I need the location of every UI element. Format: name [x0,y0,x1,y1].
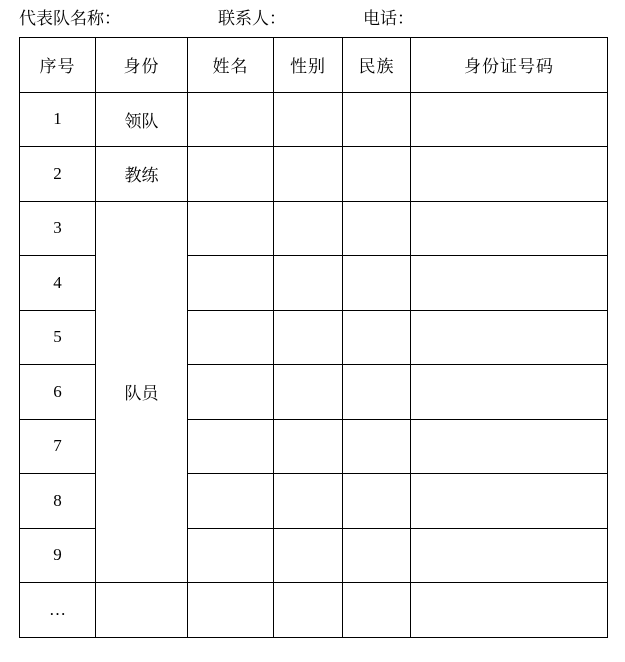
column-header-name: 姓名 [188,38,274,93]
gender-cell[interactable] [274,201,343,256]
ethnicity-cell[interactable] [343,147,411,202]
id-number-cell[interactable] [411,256,608,311]
members-role-cell: 队员 [96,201,188,583]
ethnicity-cell[interactable] [343,256,411,311]
name-cell[interactable] [188,474,274,529]
row-number: 3 [20,201,96,256]
form-header [19,6,609,32]
gender-cell[interactable] [274,583,343,638]
ethnicity-cell[interactable] [343,92,411,147]
ethnicity-cell[interactable] [343,474,411,529]
gender-cell[interactable] [274,256,343,311]
id-number-cell[interactable] [411,201,608,256]
id-number-cell[interactable] [411,474,608,529]
name-cell[interactable] [188,256,274,311]
gender-cell[interactable] [274,474,343,529]
ethnicity-cell[interactable] [343,583,411,638]
gender-cell[interactable] [274,147,343,202]
id-number-cell[interactable] [411,147,608,202]
row-number: 8 [20,474,96,529]
table-row [20,92,608,147]
contact-person-label: 联系人： [218,9,286,29]
table-row [20,147,608,202]
ethnicity-cell[interactable] [343,201,411,256]
team-name-label: 代表队名称： [19,9,121,29]
ethnicity-cell[interactable] [343,528,411,583]
ethnicity-cell[interactable] [343,365,411,420]
row-role: 领队 [96,92,188,147]
id-number-cell[interactable] [411,92,608,147]
row-number: 2 [20,147,96,202]
ethnicity-cell[interactable] [343,310,411,365]
row-number: 7 [20,419,96,474]
phone-label: 电话： [363,9,414,29]
roster-table [19,37,608,638]
column-header-role: 身份 [96,38,188,93]
name-cell[interactable] [188,528,274,583]
gender-cell[interactable] [274,310,343,365]
row-number: 5 [20,310,96,365]
row-number: 6 [20,365,96,420]
id-number-cell[interactable] [411,365,608,420]
column-header-ethnicity: 民族 [343,38,411,93]
ethnicity-cell[interactable] [343,419,411,474]
id-number-cell[interactable] [411,583,608,638]
id-number-cell[interactable] [411,528,608,583]
role-cell[interactable] [96,583,188,638]
row-number: 9 [20,528,96,583]
name-cell[interactable] [188,419,274,474]
gender-cell[interactable] [274,365,343,420]
gender-cell[interactable] [274,528,343,583]
column-header-id-number: 身份证号码 [411,38,608,93]
row-number: … [20,583,96,638]
name-cell[interactable] [188,92,274,147]
column-header-number: 序号 [20,38,96,93]
table-row [20,583,608,638]
row-role: 教练 [96,147,188,202]
id-number-cell[interactable] [411,419,608,474]
name-cell[interactable] [188,310,274,365]
name-cell[interactable] [188,583,274,638]
row-number: 4 [20,256,96,311]
name-cell[interactable] [188,147,274,202]
table-row [20,201,608,256]
name-cell[interactable] [188,365,274,420]
id-number-cell[interactable] [411,310,608,365]
gender-cell[interactable] [274,419,343,474]
name-cell[interactable] [188,201,274,256]
table-header-row [20,38,608,93]
row-number: 1 [20,92,96,147]
gender-cell[interactable] [274,92,343,147]
column-header-gender: 性别 [274,38,343,93]
